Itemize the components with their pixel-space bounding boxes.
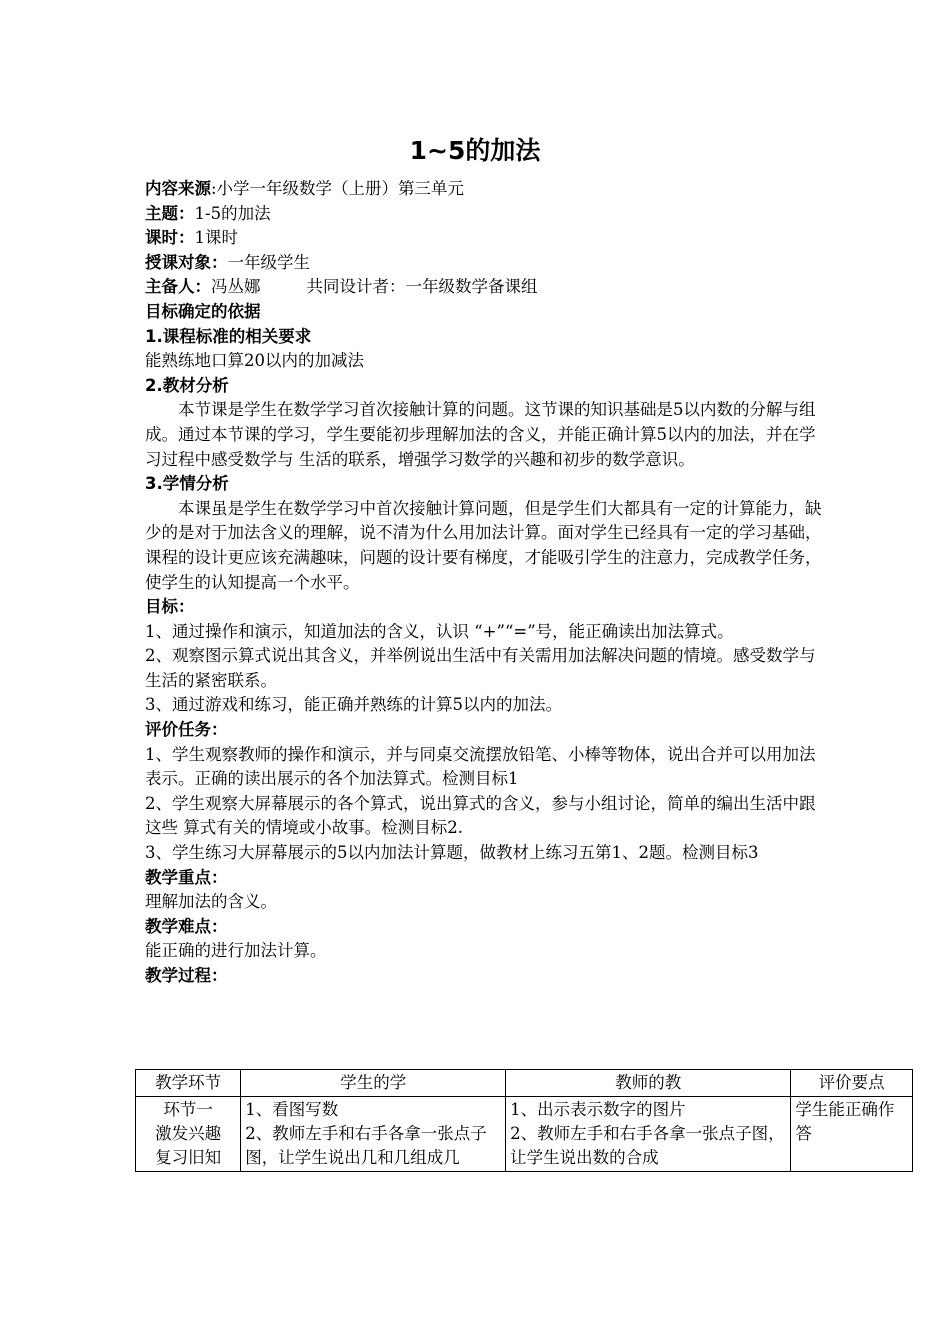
curriculum-text: 能熟练地口算20以内的加减法 bbox=[145, 351, 364, 371]
goals-heading: 目标： bbox=[145, 597, 195, 617]
eval-cell: 学生能正确作答 bbox=[791, 1097, 913, 1172]
textbook-text: 本节课是学生在数学学习首次接触计算的问题。这节课的知识基础是5以内数的分解与组成。通过本节课的学习，学生要能初步理解加法的含义，并能正确计算5以内的加法，并在学习过程中感受数学与 生活的联系，增强学习数学的兴趣和初步的数学意识。 bbox=[145, 400, 816, 469]
stage-line: 环节一 bbox=[163, 1100, 213, 1119]
hours-line bbox=[145, 226, 825, 251]
teacher-line: 1、出示表示数字的图片 bbox=[510, 1100, 686, 1119]
goal-item: 1、通过操作和演示，知道加法的含义，认识 “+”“=”号，能正确读出加法算式。 bbox=[145, 621, 734, 641]
codesigner-value: 共同设计者：一年级数学备课组 bbox=[306, 277, 538, 297]
source-label: 内容来源 bbox=[145, 179, 211, 198]
teacher-line: 2、教师左手和右手各拿一张点子图，让学生说出数的合成 bbox=[510, 1124, 785, 1167]
page-title: 1~5的加法 bbox=[409, 136, 541, 165]
source-value: :小学一年级数学（上册）第三单元 bbox=[211, 179, 465, 198]
task-item: 3、学生练习大屏幕展示的5以内加法计算题，做教材上练习五第1、2题。检测目标3 bbox=[145, 843, 759, 863]
target-line bbox=[145, 251, 825, 276]
student-cell bbox=[241, 1097, 506, 1172]
learners-text: 本课虽是学生在数学学习中首次接触计算问题，但是学生们大都具有一定的计算能力，缺少的是对于加法含义的理解，说不清为什么用加法计算。面对学生已经具有一定的学习基础，课程的设计更应该充满趣味，问题的设计要有梯度，才能吸引学生的注意力，完成教学任务，使学生的认知提高一个水平。 bbox=[145, 498, 822, 592]
topic-label: 主题： bbox=[145, 203, 195, 223]
process-heading: 教学过程： bbox=[145, 966, 228, 985]
target-label: 授课对象： bbox=[145, 252, 228, 272]
goal-item: 3、通过游戏和练习，能正确并熟练的计算5以内的加法。 bbox=[145, 695, 562, 715]
column-header: 教学环节 bbox=[136, 1070, 241, 1097]
source-line bbox=[145, 177, 825, 202]
teacher-cell bbox=[506, 1097, 791, 1172]
hours-value: 1课时 bbox=[194, 228, 238, 248]
student-line: 2、教师左手和右手各拿一张点子图，让学生说出几和几组成几 bbox=[245, 1124, 487, 1167]
topic-value: 1-5的加法 bbox=[194, 203, 271, 223]
stage-cell bbox=[136, 1097, 241, 1172]
topic-line bbox=[145, 202, 825, 227]
task-item: 2、学生观察大屏幕展示的各个算式，说出算式的含义，参与小组讨论，简单的编出生活中跟这些 算式有关的情境或小故事。检测目标2. bbox=[145, 793, 816, 838]
keypoint-heading: 教学重点： bbox=[145, 867, 228, 887]
curriculum-heading: 1.课程标准的相关要求 bbox=[145, 326, 312, 346]
student-line: 1、看图写数 bbox=[245, 1100, 339, 1119]
learners-heading: 3.学情分析 bbox=[145, 474, 229, 494]
goal-item: 2、观察图示算式说出其含义，并举例说出生活中有关需用加法解决问题的情境。感受数学与生活的紧密联系。 bbox=[145, 646, 816, 690]
table-row bbox=[136, 1097, 913, 1172]
stage-line: 激发兴趣 bbox=[155, 1124, 222, 1143]
preparer-label: 主备人： bbox=[145, 277, 211, 297]
textbook-heading: 2.教材分析 bbox=[145, 375, 229, 395]
hours-label: 课时： bbox=[145, 228, 195, 248]
task-item: 1、学生观察教师的操作和演示，并与同桌交流摆放铅笔、小棒等物体，说出合并可以用加法表示。正确的读出展示的各个加法算式。检测目标1 bbox=[145, 744, 816, 789]
preparer-value: 冯丛娜 bbox=[211, 277, 261, 297]
preparer-line bbox=[145, 275, 825, 300]
difficulty-heading: 教学难点： bbox=[145, 916, 228, 936]
keypoint-text: 理解加法的含义。 bbox=[145, 892, 277, 912]
process-table bbox=[135, 1069, 913, 1172]
column-header: 评价要点 bbox=[791, 1070, 913, 1097]
document-body bbox=[145, 133, 825, 989]
column-header: 教师的教 bbox=[506, 1070, 791, 1097]
tasks-heading: 评价任务： bbox=[145, 720, 228, 740]
column-header: 学生的学 bbox=[241, 1070, 506, 1097]
table-header-row bbox=[136, 1070, 913, 1097]
stage-line: 复习旧知 bbox=[155, 1148, 222, 1167]
basis-heading: 目标确定的依据 bbox=[145, 301, 261, 321]
target-value: 一年级学生 bbox=[227, 252, 310, 272]
difficulty-text: 能正确的进行加法计算。 bbox=[145, 941, 327, 961]
